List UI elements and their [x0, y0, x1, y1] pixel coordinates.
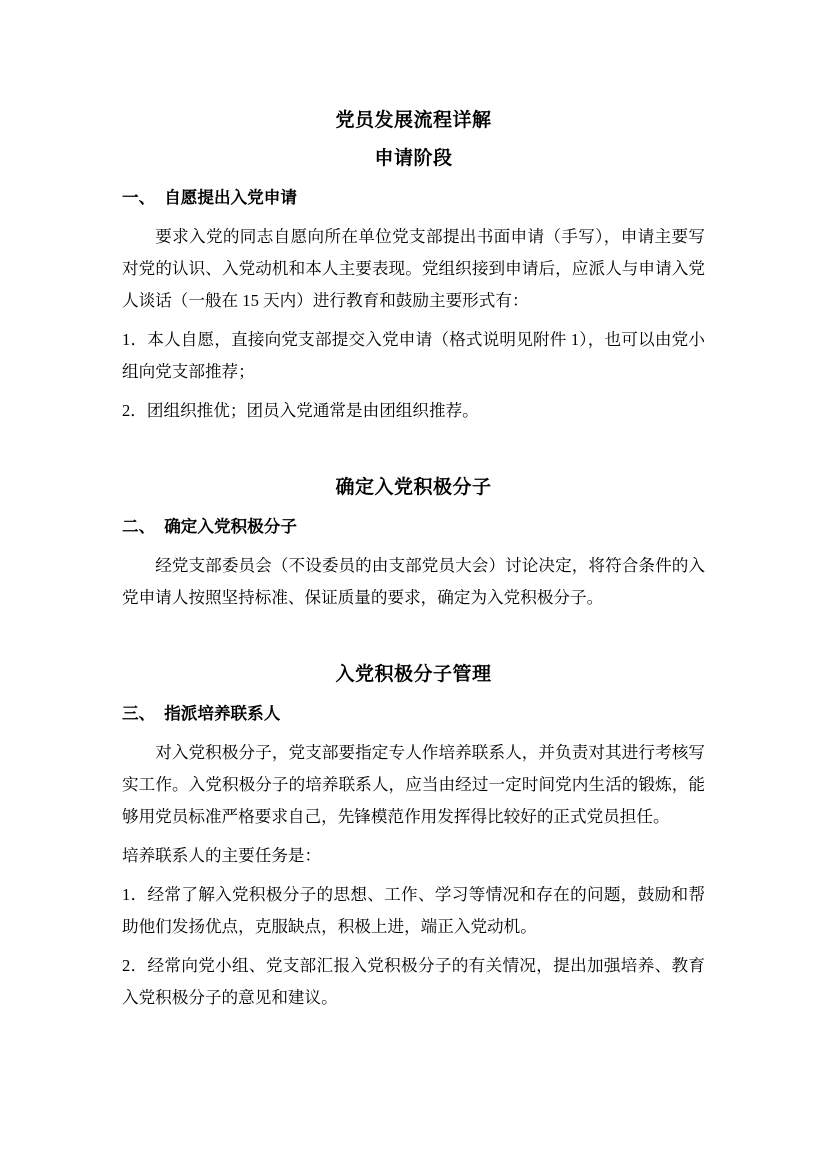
heading-2-text: 确定入党积极分子 — [164, 517, 297, 536]
list-item-tasks-1: 1．经常了解入党积极分子的思想、工作、学习等情况和存在的问题，鼓励和帮助他们发扬优点，克服缺点，积极上进，端正入党动机。 — [122, 885, 705, 936]
paragraph-tasks-lead-in: 培养联系人的主要任务是： — [122, 846, 322, 865]
heading-1-number: 一、 — [122, 188, 156, 207]
list-item-tasks-2: 2．经常向党小组、党支部汇报入党积极分子的有关情况，提出加强培养、教育入党积极分子的意见和建议。 — [122, 956, 705, 1007]
numbered-heading-2 — [122, 511, 705, 543]
numbered-heading-3 — [122, 698, 705, 730]
heading-2-number: 二、 — [122, 517, 156, 536]
paragraph-activist-determination: 经党支部委员会（不设委员的由支部党员大会）讨论决定，将符合条件的入党申请人按照坚持标准、保证质量的要求，确定为入党积极分子。 — [122, 556, 705, 607]
stage-heading-activist-determination: 确定入党积极分子 — [335, 477, 492, 498]
heading-3-text: 指派培养联系人 — [164, 704, 281, 723]
heading-1-text: 自愿提出入党申请 — [164, 188, 297, 207]
list-item-application-1: 1．本人自愿，直接向党支部提交入党申请（格式说明见附件 1），也可以由党小组向党支部推荐； — [122, 330, 705, 381]
heading-3-number: 三、 — [122, 704, 156, 723]
numbered-heading-1 — [122, 182, 705, 214]
document-title: 党员发展流程详解 — [335, 110, 492, 131]
paragraph-application-intro: 要求入党的同志自愿向所在单位党支部提出书面申请（手写），申请主要写对党的认识、入党动机和本人主要表现。党组织接到申请后，应派人与申请入党人谈话（一般在 15 天内）进行教育和鼓励主要形式有： — [122, 227, 705, 310]
stage-heading-activist-management: 入党积极分子管理 — [335, 664, 492, 685]
stage-heading-application: 申请阶段 — [374, 148, 453, 169]
paragraph-cultivation-contact: 对入党积极分子，党支部要指定专人作培养联系人，并负责对其进行考核写实工作。入党积极分子的培养联系人，应当由经过一定时间党内生活的锻炼，能够用党员标准严格要求自己，先锋模范作用发挥得比较好的正式党员担任。 — [122, 743, 705, 826]
list-item-application-2: 2．团组织推优；团员入党通常是由团组织推荐。 — [122, 401, 479, 420]
